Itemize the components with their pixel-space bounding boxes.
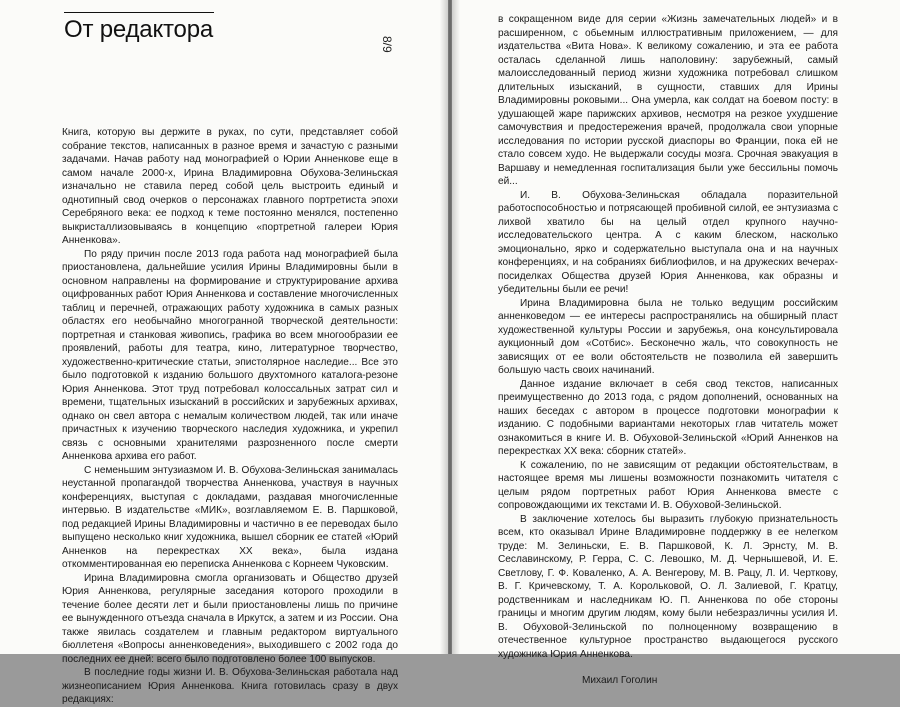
paragraph: в сокращенном виде для серии «Жизнь замечательных людей» и в расширенном, с обьемным иллюстративным приложением, — для издательства «Вита Нова». К великому сожалению, и эта ее работа осталась сделанной лишь наполовину: зарубежный, самый малоисследованный период жизни художника потребовал слишком длительных изысканий, в сущности, ставших для Ирины Владимировны роковыми... Она умерла, как солдат на боевом посту: в удушающей жаре парижских архивов, несмотря на резкое ухудшение самочувствия и предостережения врачей, продолжала свои упорные исследования по истории русской диаспоры во Франции, пока ей не стало совсем худо. Не выдержали сосуды мозга. Срочная эвакуация в Варшаву и немедленная госпитализация были уже бессильны помочь ей... <box>498 14 838 187</box>
paragraph: И. В. Обухова-Зелиньская обладала поразительной работоспособностью и потрясающей пробивной силой, ее энтузиазма с лихвой хватило бы на целый отдел крупного научно-исследовательского центра. А с каким блеском, насколько эмоционально, ярко и содержательно выступала она и на научных конференциях, и на собраниях библиофилов, и на дружеских вечерах-посиделках Общества друзей Юрия Анненкова, как образны и убедительны были ее речи! <box>498 189 838 295</box>
page-number: 8/9 <box>380 36 394 53</box>
signature: Михаил Гоголин <box>582 675 658 686</box>
right-page <box>452 0 900 686</box>
right-page-body <box>498 13 838 688</box>
paragraph: Ирина Владимировна смогла организовать и Общество друзей Юрия Анненкова, регулярные заседания которого проходили в течение более десяти лет и были приостановлены лишь по причине ее вынужденного отъезда сначала в Иркутск, а затем и из России. Она также явилась создателем и главным редактором виртуального бюллетеня «Вопросы анненковедения», выходившего с 2002 года до последних ее дней: всего было подготовлено более 100 выпусков. <box>62 572 398 665</box>
left-page <box>0 0 448 705</box>
paragraph: Данное издание включает в себя свод текстов, написанных преимущественно до 2013 года, с рядом дополнений, основанных на наших беседах с автором в процессе подготовки монографии к изданию. С подобными вариантами некоторых глав читатель может ознакомиться в книге И. В. Обуховой-Зелиньской «Юрий Анненков на перекрестках XX века: сборник статей». <box>498 378 838 457</box>
left-page-body <box>62 126 398 707</box>
title-rule <box>64 12 214 13</box>
paragraph: Книга, которую вы держите в руках, по сути, представляет собой собрание текстов, написанных в разное время и зачастую с разными задачами. Начав работу над монографией о Юрии Анненкове еще в самом начале 2000-х, Ирина Владимировна Обухова-Зелиньская изначально не ставила перед собой цель выстроить единый и однотипный свод очерков о персонажах главного портретиста эпохи Серебряного века: ее подход к теме постоянно менялся, постепенно выкристаллизовываясь в концепцию «портретной галереи Юрия Анненкова». <box>62 127 398 246</box>
paragraph: В последние годы жизни И. В. Обухова-Зелиньская работала над жизнеописанием Юрия Анненкова. Книга готовилась сразу в двух редакциях: <box>62 667 398 705</box>
paragraph: По ряду причин после 2013 года работа над монографией была приостановлена, дальнейшие усилия Ирины Владимировны были в основном направлены на формирование и структурирование архива оцифрованных работ Юрия Анненкова и составление многочисленных таблиц и перечней, отражающих работу художника в самых разных областях его необычайно многогранной творческой деятельности: портретная и станковая живопись, графика во всем многообразии ее проявлений, работы для театра, кино, литературное творчество, художественно-критические статьи, эпистолярное наследие... Все это было подготовкой к изданию большого двухтомного каталога-резоне Юрия Анненкова. Этот труд потребовал колоссальных затрат сил и времени, тщательных изысканий в российских и зарубежных архивах, однако он свел автора с немалым количеством людей, так или иначе причастных к изучению творческого наследия художника, и укрепил связь с основными хранителями разрозненного после смерти Анненкова архива его работ. <box>62 248 398 462</box>
paragraph: С неменьшим энтузиазмом И. В. Обухова-Зелиньская занималась неустанной пропагандой творчества Анненкова, участвуя в научных конференциях, выступая с докладами, раздавая многочисленные интервью. В издательстве «МИК», возглавляемом Е. В. Паршковой, под редакцией Ирины Владимировны и частично в ее переводах было выпущено несколько книг художника, вышел сборник ее статей «Юрий Анненков на перекрестках XX века», была издана откомментированная ею переписка Анненкова с Корнеем Чуковским. <box>62 464 398 570</box>
paragraph: Ирина Владимировна была не только ведущим российским анненковедом — ее интересы распространялись на обширный пласт художественной культуры России и зарубежья, она консультировала аукционный дом «Сотбис». Бесконечно жаль, что совокупность не зависящих от ее воли обстоятельств не позволила ей завершить большую часть своих начинаний. <box>498 297 838 376</box>
paragraph: В заключение хотелось бы выразить глубокую признательность всем, кто оказывал Ирине Владимировне поддержку в ее нелегком труде: М. Зелиньски, Е. В. Паршковой, К. Л. Эрнсту, М. В. Сеславинскому, Р. Герра, С. С. Левошко, М. Д. Чернышевой, И. Е. Светлову, Г. Ф. Коваленко, А. А. Венгерову, М. В. Рацу, Л. И. Чертковy, В. Г. Кричевскому, Т. А. Корольковой, О. Л. Залиевой, Г. Кратцу, родственникам и наследникам Ю. П. Анненкова по обе стороны границы и многим другим людям, кому были небезразличны усилия И. В. Обуховой-Зелиньской по полноценному возвращению в отечественное культурное пространство выдающегося русского художника Юрия Анненкова. <box>498 513 838 660</box>
page-title: От редактора <box>64 16 213 43</box>
book-gutter-shadow <box>440 0 460 654</box>
paragraph: К сожалению, по не зависящим от редакции обстоятельствам, в настоящее время мы лишены возможности познакомить читателя с целым рядом портретных работ Юрия Анненкова вместе с сопровождающими их текстами И. В. Обуховой-Зелиньской. <box>498 459 838 511</box>
